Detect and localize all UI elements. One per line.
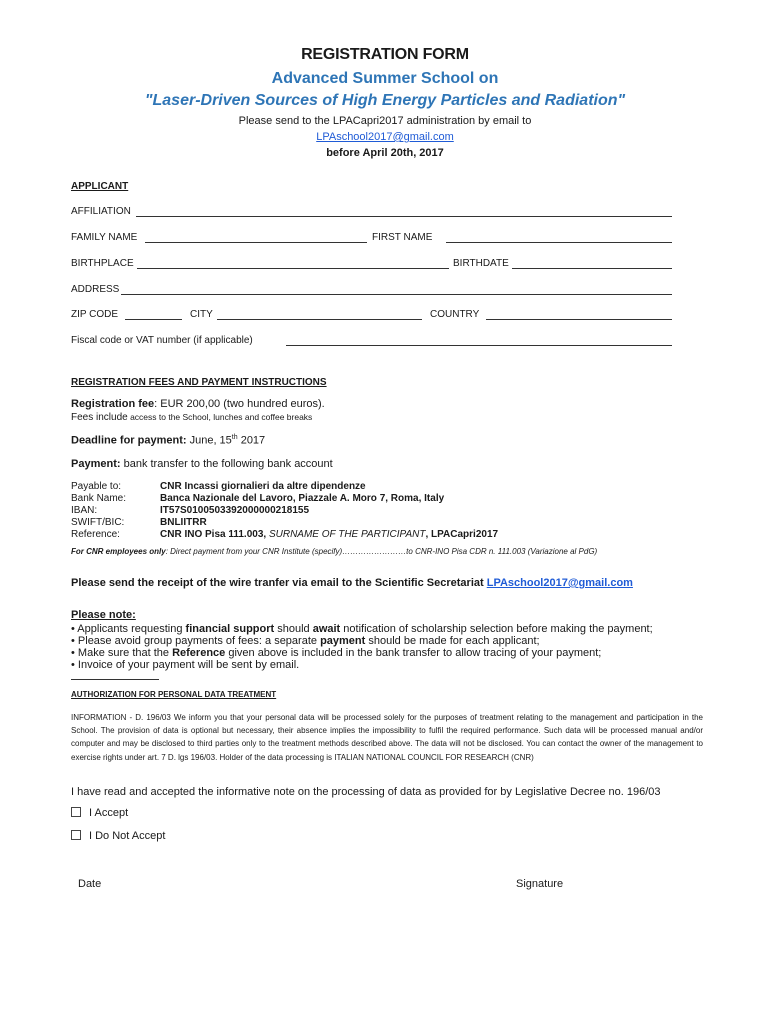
registration-fee-label: Registration fee bbox=[71, 398, 155, 410]
birthplace-field[interactable] bbox=[137, 258, 449, 269]
note-3-text-a: • Make sure that the bbox=[71, 647, 173, 659]
registration-fee bbox=[71, 398, 325, 410]
note-2-text-a: • Please avoid group payments of fees: a separate bbox=[71, 635, 321, 647]
payment-deadline-sup: th bbox=[231, 434, 238, 441]
cnr-employees-label: For CNR employees only bbox=[71, 547, 166, 556]
submission-deadline: before April 20th, 2017 bbox=[326, 147, 444, 159]
payable-to-label: Payable to: bbox=[71, 481, 122, 492]
fees-heading: REGISTRATION FEES AND PAYMENT INSTRUCTIONS bbox=[71, 377, 327, 388]
cnr-employees-note bbox=[71, 547, 597, 556]
country-label: COUNTRY bbox=[430, 309, 480, 320]
contact-email-link[interactable]: LPAschool2017@gmail.com bbox=[316, 131, 454, 143]
reference-value bbox=[160, 529, 498, 540]
birthdate-field[interactable] bbox=[512, 258, 672, 269]
city-field[interactable] bbox=[217, 309, 422, 320]
note-invoice: • Invoice of your payment will be sent by email. bbox=[71, 659, 300, 671]
notes-heading: Please note: bbox=[71, 609, 136, 621]
note-2-text-b: payment bbox=[320, 635, 366, 647]
reference-event: , LPACapri2017 bbox=[425, 529, 499, 540]
note-1-text-a: • Applicants requesting bbox=[71, 623, 186, 635]
receipt-text: Please send the receipt of the wire tranfer via email to the Scientific Secretariat bbox=[71, 577, 487, 589]
signature-label: Signature bbox=[516, 878, 564, 890]
note-financial-support bbox=[71, 623, 653, 635]
note-2-text-c: should be made for each applicant; bbox=[365, 635, 540, 647]
school-name: "Laser-Driven Sources of High Energy Particles and Radiation" bbox=[144, 92, 626, 109]
decline-checkbox[interactable] bbox=[71, 830, 81, 840]
school-subtitle: Advanced Summer School on bbox=[271, 70, 499, 87]
registration-fee-value: : EUR 200,00 (two hundred euros). bbox=[154, 398, 325, 410]
note-1-text-c: should bbox=[274, 623, 313, 635]
contact-email-wrap bbox=[0, 131, 770, 143]
affiliation-label: AFFILIATION bbox=[71, 206, 131, 217]
note-group-payments bbox=[71, 635, 540, 647]
decline-label: I Do Not Accept bbox=[89, 830, 166, 842]
address-label: ADDRESS bbox=[71, 284, 120, 295]
note-1-text-d: await bbox=[312, 623, 341, 635]
privacy-heading: AUTHORIZATION FOR PERSONAL DATA TREATMENT bbox=[71, 690, 277, 699]
notes-divider bbox=[71, 679, 159, 680]
fiscal-code-label: Fiscal code or VAT number (if applicable) bbox=[71, 335, 253, 346]
payment-deadline bbox=[71, 434, 265, 447]
birthplace-label: BIRTHPLACE bbox=[71, 258, 134, 269]
payment-deadline-label: Deadline for payment: bbox=[71, 434, 187, 447]
form-title: REGISTRATION FORM bbox=[301, 46, 469, 63]
privacy-information: INFORMATION - D. 196/03 We inform you that your personal data will be processed solely for the purposes of treatment relating to the management and participation in the School. The provision of data is optional but necessary, their absence implies the impossibility to fulfil the required performance. Such data will be processed manual and/or computer and may be disclosed to third parties only to the treatment methods described above. The data will not be disclosed. You can contact the owner of the management to exercise rights under art. 7 D. lgs 196/03. Holder of the data processing is ITALIAN NATIONAL COUNCIL FOR RESEARCH (CNR) bbox=[71, 713, 703, 762]
cnr-employees-text: : Direct payment from your CNR Institute (specify)……………………to CNR-INO Pisa CDR n. 111.003 (Variazione al PdG) bbox=[165, 547, 598, 556]
country-field[interactable] bbox=[486, 309, 672, 320]
swift-label: SWIFT/BIC: bbox=[71, 517, 125, 528]
date-label: Date bbox=[78, 878, 102, 890]
applicant-heading: APPLICANT bbox=[71, 181, 129, 192]
reference-surname: SURNAME OF THE PARTICIPANT bbox=[268, 529, 426, 540]
bank-name-value: Banca Nazionale del Lavoro, Piazzale A. Moro 7, Roma, Italy bbox=[160, 493, 445, 504]
payment-method-label: Payment: bbox=[71, 458, 121, 470]
affiliation-field[interactable] bbox=[136, 206, 672, 217]
birthdate-label: BIRTHDATE bbox=[453, 258, 509, 269]
payable-to-value: CNR Incassi giornalieri da altre dipendenze bbox=[160, 481, 366, 492]
note-1-text-e: notification of scholarship selection before making the payment; bbox=[340, 623, 653, 635]
bank-name-label: Bank Name: bbox=[71, 493, 127, 504]
family-name-label: FAMILY NAME bbox=[71, 232, 138, 243]
iban-value: IT57S0100503392000000218155 bbox=[160, 505, 310, 516]
note-3-text-c: given above is included in the bank transfer to allow tracing of your payment; bbox=[225, 647, 602, 659]
address-field[interactable] bbox=[121, 284, 672, 295]
receipt-instruction bbox=[71, 577, 633, 589]
privacy-statement: I have read and accepted the informative note on the processing of data as provided for by Legislative Decree no. 196/03 bbox=[71, 786, 661, 798]
accept-checkbox[interactable] bbox=[71, 807, 81, 817]
payment-method bbox=[71, 458, 333, 470]
fees-include-label: Fees include bbox=[71, 412, 128, 423]
fees-include-value: access to the School, lunches and coffee breaks bbox=[127, 412, 313, 422]
city-label: CITY bbox=[190, 309, 213, 320]
payment-deadline-year: 2017 bbox=[237, 434, 266, 447]
zip-code-label: ZIP CODE bbox=[71, 309, 119, 320]
reference-label: Reference: bbox=[71, 529, 120, 540]
note-reference bbox=[71, 647, 601, 659]
first-name-label: FIRST NAME bbox=[372, 232, 433, 243]
accept-label: I Accept bbox=[89, 807, 129, 819]
family-name-field[interactable] bbox=[145, 232, 367, 243]
decline-option[interactable] bbox=[71, 830, 165, 842]
receipt-email-link[interactable]: LPAschool2017@gmail.com bbox=[486, 577, 633, 589]
note-3-text-b: Reference bbox=[172, 647, 226, 659]
accept-option[interactable] bbox=[71, 807, 128, 819]
fiscal-code-field[interactable] bbox=[286, 335, 672, 346]
first-name-field[interactable] bbox=[446, 232, 672, 243]
swift-value: BNLIITRR bbox=[160, 517, 207, 528]
send-instruction: Please send to the LPACapri2017 administration by email to bbox=[238, 115, 532, 127]
payment-deadline-value: June, 15 bbox=[186, 434, 232, 447]
note-1-text-b: financial support bbox=[185, 623, 275, 635]
payment-method-value: bank transfer to the following bank account bbox=[120, 458, 333, 470]
zip-code-field[interactable] bbox=[125, 309, 182, 320]
iban-label: IBAN: bbox=[71, 505, 98, 516]
fees-include bbox=[71, 412, 312, 423]
reference-code: CNR INO Pisa 111.003, bbox=[160, 529, 269, 540]
